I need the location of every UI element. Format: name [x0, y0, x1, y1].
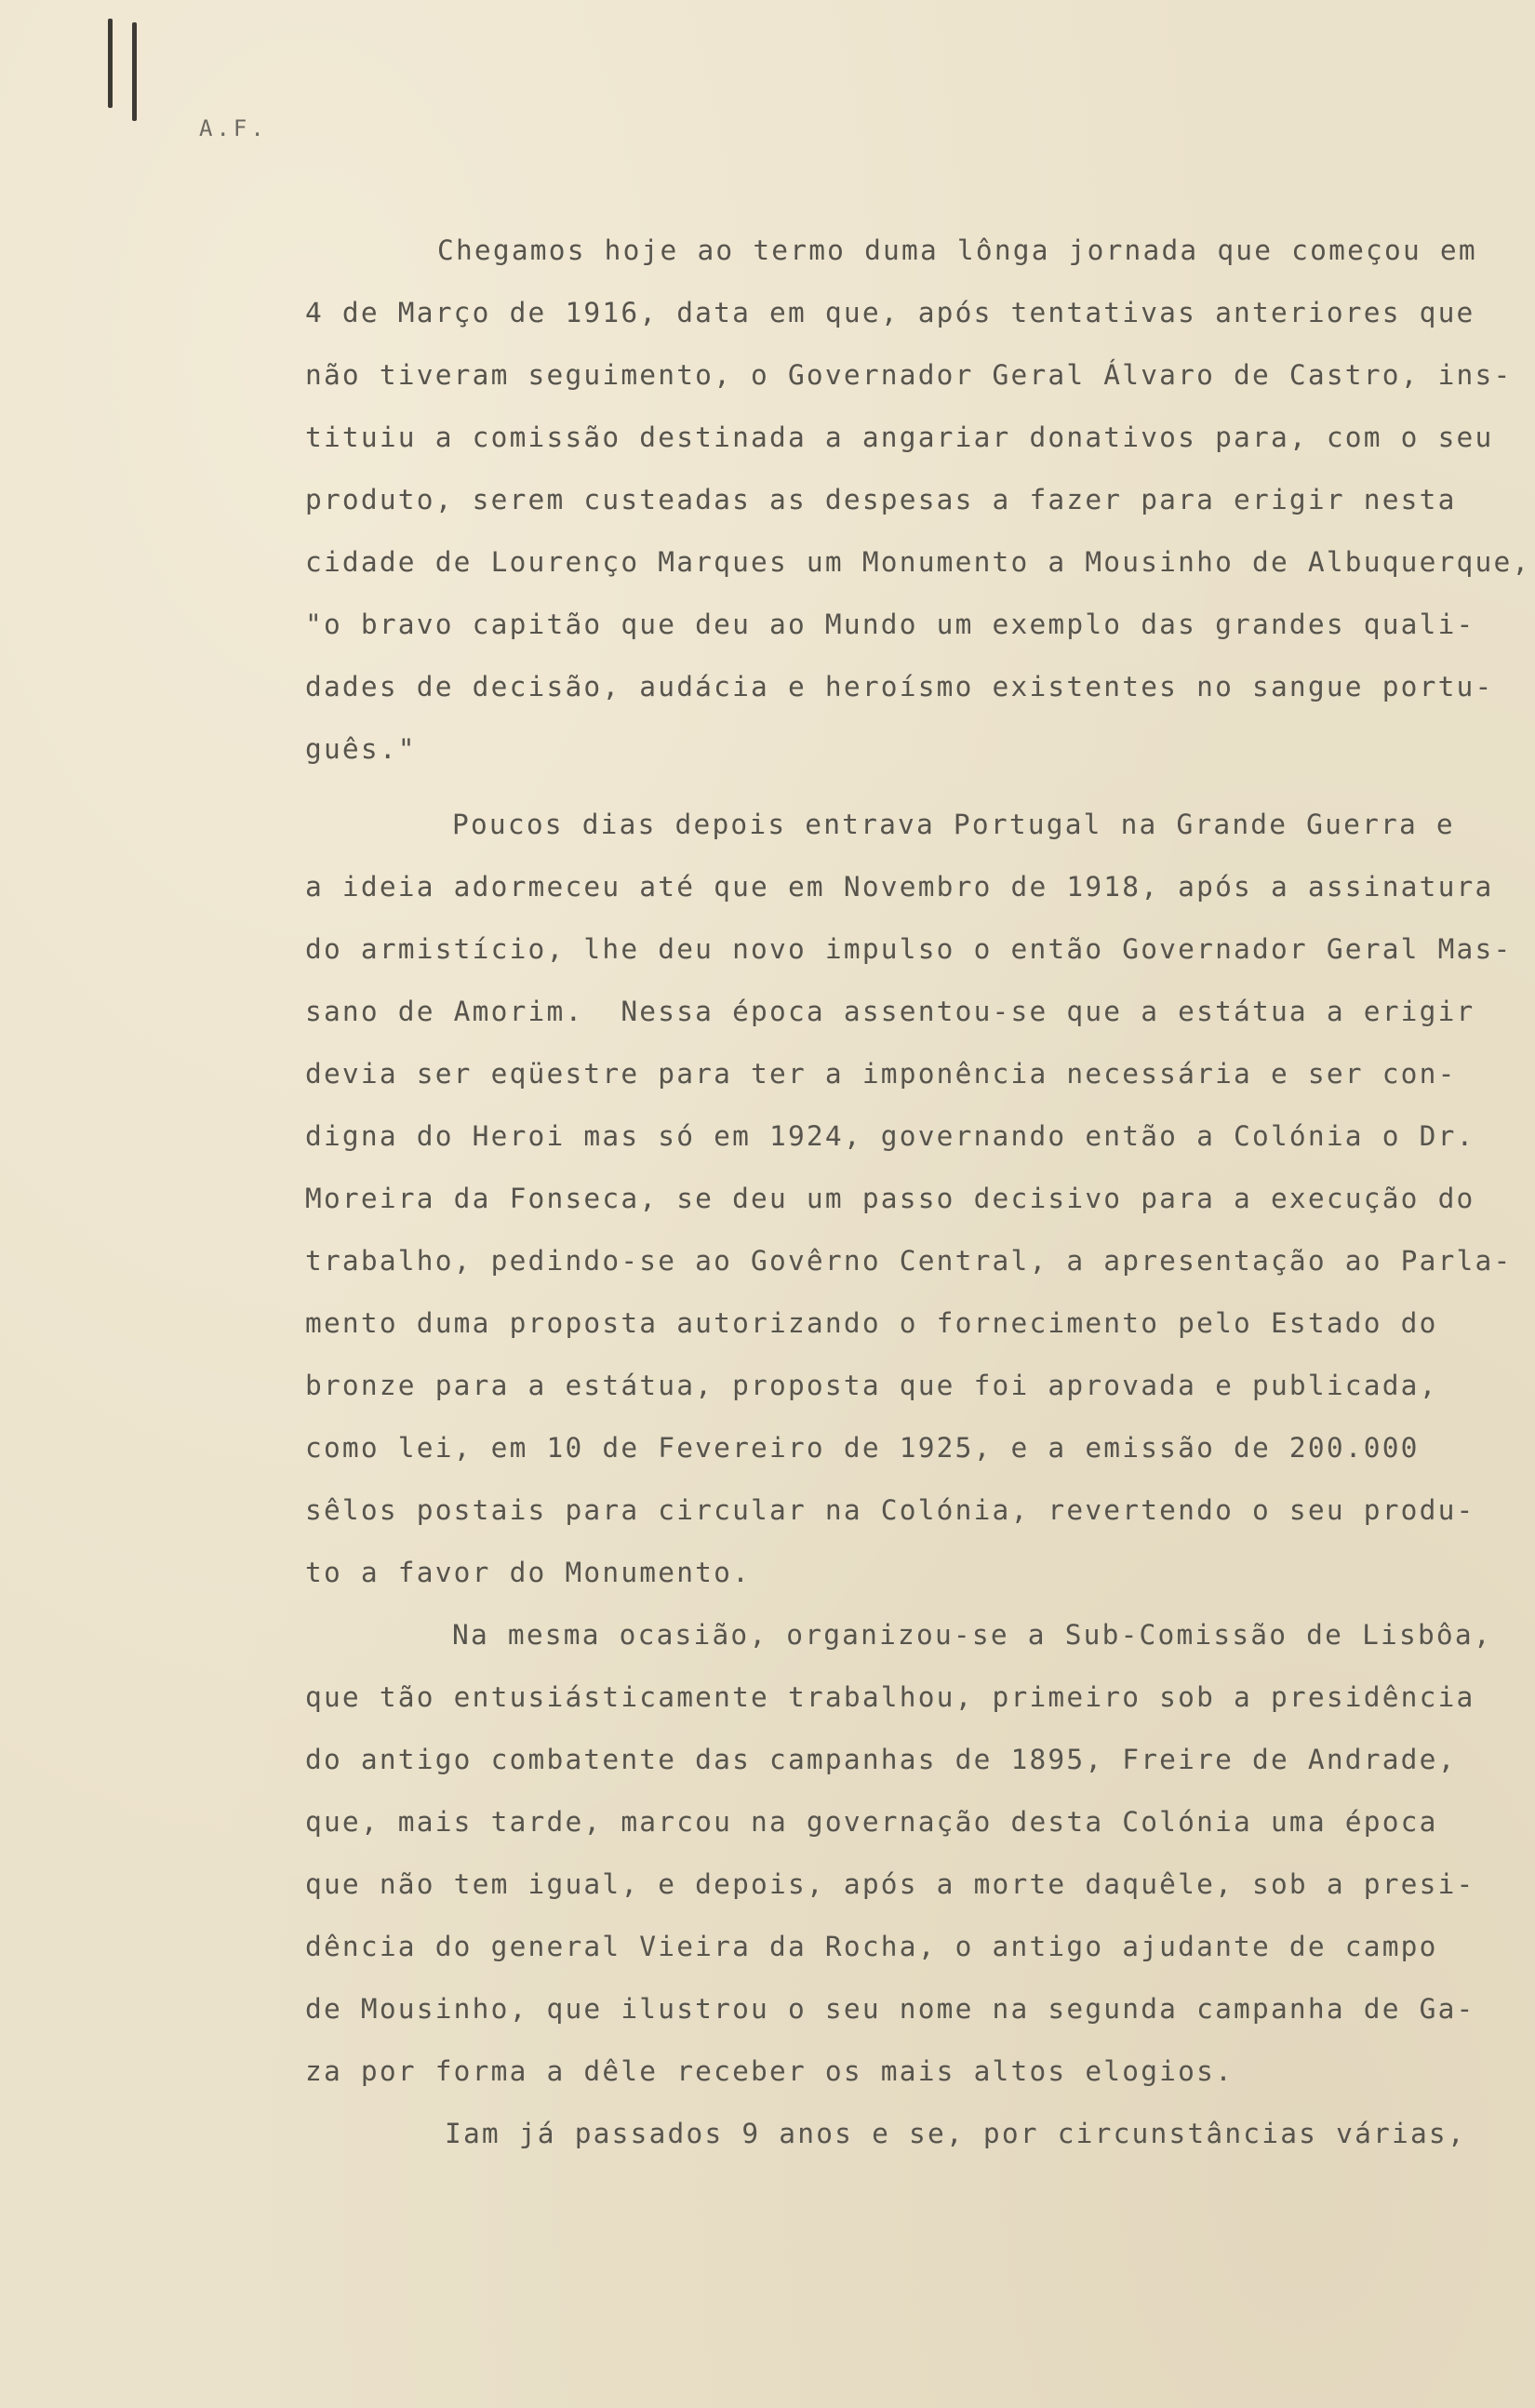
text-line: Iam já passados 9 anos e se, por circunstâncias várias,	[445, 2118, 1466, 2149]
text-line: za por forma a dêle receber os mais altos elogios.	[305, 2055, 1235, 2087]
text-line: sêlos postais para circular na Colónia, revertendo o seu produ-	[305, 1494, 1475, 1526]
text-line: produto, serem custeadas as despesas a fazer para erigir nesta	[305, 484, 1457, 515]
text-line: cidade de Lourenço Marques um Monumento a Mousinho de Albuquerque,	[305, 546, 1531, 578]
author-initials: A.F.	[199, 115, 268, 141]
text-line: Poucos dias depois entrava Portugal na Grande Guerra e	[452, 809, 1455, 840]
text-line: trabalho, pedindo-se ao Govêrno Central, a apresentação ao Parla-	[305, 1245, 1513, 1277]
text-line: dência do general Vieira da Rocha, o antigo ajudante de campo	[305, 1931, 1438, 1962]
text-line: "o bravo capitão que deu ao Mundo um exemplo das grandes quali-	[305, 609, 1475, 640]
text-line: não tiveram seguimento, o Governador Geral Álvaro de Castro, ins-	[305, 359, 1513, 391]
text-line: a ideia adormeceu até que em Novembro de 1918, após a assinatura	[305, 871, 1494, 903]
text-line: mento duma proposta autorizando o fornecimento pelo Estado do	[305, 1307, 1438, 1339]
text-line: 4 de Março de 1916, data em que, após tentativas anteriores que	[305, 297, 1475, 328]
text-line: digna do Heroi mas só em 1924, governando então a Colónia o Dr.	[305, 1120, 1475, 1152]
text-line: Na mesma ocasião, organizou-se a Sub-Comissão de Lisbôa,	[452, 1619, 1492, 1651]
text-line: do armistício, lhe deu novo impulso o então Governador Geral Mas-	[305, 933, 1513, 965]
text-line: de Mousinho, que ilustrou o seu nome na segunda campanha de Ga-	[305, 1993, 1475, 2025]
text-line: devia ser eqüestre para ter a imponência necessária e ser con-	[305, 1058, 1457, 1090]
text-line: como lei, em 10 de Fevereiro de 1925, e a emissão de 200.000	[305, 1432, 1420, 1464]
text-line: que, mais tarde, marcou na governação desta Colónia uma época	[305, 1806, 1438, 1838]
text-line: to a favor do Monumento.	[305, 1557, 752, 1588]
text-line: Chegamos hoje ao termo duma lônga jornada que começou em	[437, 234, 1477, 266]
text-line: tituiu a comissão destinada a angariar donativos para, com o seu	[305, 421, 1494, 453]
text-line: dades de decisão, audácia e heroísmo existentes no sangue portu-	[305, 671, 1494, 702]
text-line: guês."	[305, 733, 417, 765]
text-line: bronze para a estátua, proposta que foi aprovada e publicada,	[305, 1370, 1438, 1401]
text-line: sano de Amorim. Nessa época assentou-se que a estátua a erigir	[305, 996, 1475, 1027]
margin-pen-mark	[100, 19, 138, 112]
text-line: que não tem igual, e depois, após a morte daquêle, sob a presi-	[305, 1868, 1475, 1900]
text-line: Moreira da Fonseca, se deu um passo decisivo para a execução do	[305, 1183, 1475, 1214]
text-line: do antigo combatente das campanhas de 1895, Freire de Andrade,	[305, 1744, 1457, 1775]
text-line: que tão entusiásticamente trabalhou, primeiro sob a presidência	[305, 1681, 1475, 1713]
